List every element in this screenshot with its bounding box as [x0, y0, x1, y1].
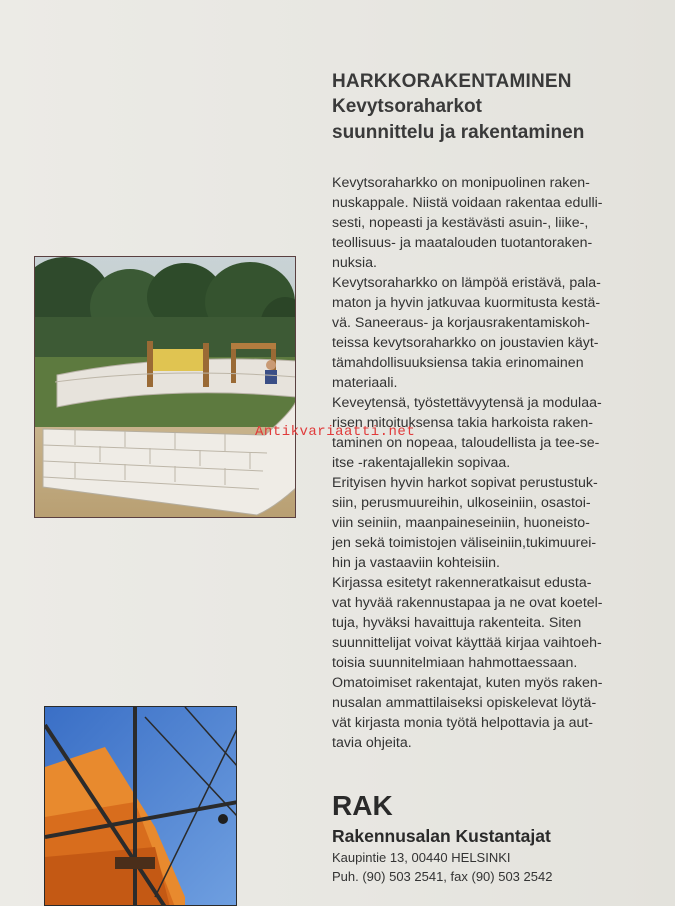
text-line: nuksia.	[332, 255, 377, 271]
text-line: siin, perusmuureihin, ulkoseiniin, osastoi-	[332, 495, 591, 511]
watermark-text: Antikvariaatti.net	[255, 424, 416, 440]
book-subtitle-line-2: suunnittelu ja rakentaminen	[332, 122, 585, 143]
text-line: suunnittelijat voivat käyttää kirjaa vaihtoeh-	[332, 635, 602, 651]
publisher-name: Rakennusalan Kustantajat	[332, 826, 551, 846]
text-line: Kevytsoraharkko on monipuolinen raken-	[332, 175, 590, 191]
text-line: teollisuus- ja maatalouden tuotantoraken-	[332, 235, 593, 251]
text-line: jen sekä toimistojen väliseiniin,tukimuurei-	[332, 535, 597, 551]
text-line: sesti, nopeasti ja kestävästi asuin-, liike-,	[332, 215, 589, 231]
block-wall-sandbox-photo	[34, 256, 296, 518]
text-line: vät kirjasta monia työtä helpottavia ja aut-	[332, 715, 594, 731]
text-line: Keveytensä, työstettävyytensä ja modulaa-	[332, 395, 602, 411]
text-line: nusalan ammattilaiseksi opiskelevat löytä-	[332, 695, 597, 711]
book-heading	[332, 70, 662, 146]
text-line: Omatoimiset rakentajat, kuten myös raken-	[332, 675, 603, 691]
text-line: nuskappale. Niistä voidaan rakentaa edulli-	[332, 195, 603, 211]
text-line: toisia suunnitelmiaan hahmottaessaan.	[332, 655, 578, 671]
text-line: viin seiniin, maanpaineseiniin, huoneisto-	[332, 515, 590, 531]
text-line: Kevytsoraharkko on lämpöä eristävä, pala-	[332, 275, 601, 291]
text-line: tämahdollisuuksiensa takia erinomainen	[332, 355, 584, 371]
text-line: vat hyvää rakennustapaa ja ne ovat koetel-	[332, 595, 603, 611]
text-line: itse -rakentajallekin sopivaa.	[332, 455, 511, 471]
text-line: tuja, hyväksi havaittuja rakenteita. Siten	[332, 615, 582, 631]
text-line: teissa kevytsoraharkko on joustavien käyt-	[332, 335, 599, 351]
text-line: materiaali.	[332, 375, 398, 391]
book-subtitle-line-1: Kevytsoraharkot	[332, 96, 482, 117]
text-line: maton ja hyvin jatkuvaa kuormitusta kestä-	[332, 295, 601, 311]
text-line: Erityisen hyvin harkot sopivat perustustuk-	[332, 475, 598, 491]
text-line: taminen on nopeaa, taloudellista ja tee-se-	[332, 435, 600, 451]
description-text	[332, 173, 662, 753]
publisher-info	[332, 790, 662, 886]
text-line: tavia ohjeita.	[332, 735, 412, 751]
book-title: HARKKORAKENTAMINEN	[332, 71, 572, 92]
publisher-address: Kaupintie 13, 00440 HELSINKI	[332, 850, 511, 865]
construction-detail-photo	[44, 706, 237, 906]
text-line: vä. Saneeraus- ja korjausrakentamiskoh-	[332, 315, 590, 331]
text-line: hin ja vastaaviin kohteisiin.	[332, 555, 500, 571]
text-line: risen mitoituksensa takia harkoista raken-	[332, 415, 594, 431]
publisher-logo: RAK	[332, 790, 393, 821]
publisher-phone: Puh. (90) 503 2541, fax (90) 503 2542	[332, 869, 553, 884]
text-line: Kirjassa esitetyt rakenneratkaisut edusta-	[332, 575, 592, 591]
